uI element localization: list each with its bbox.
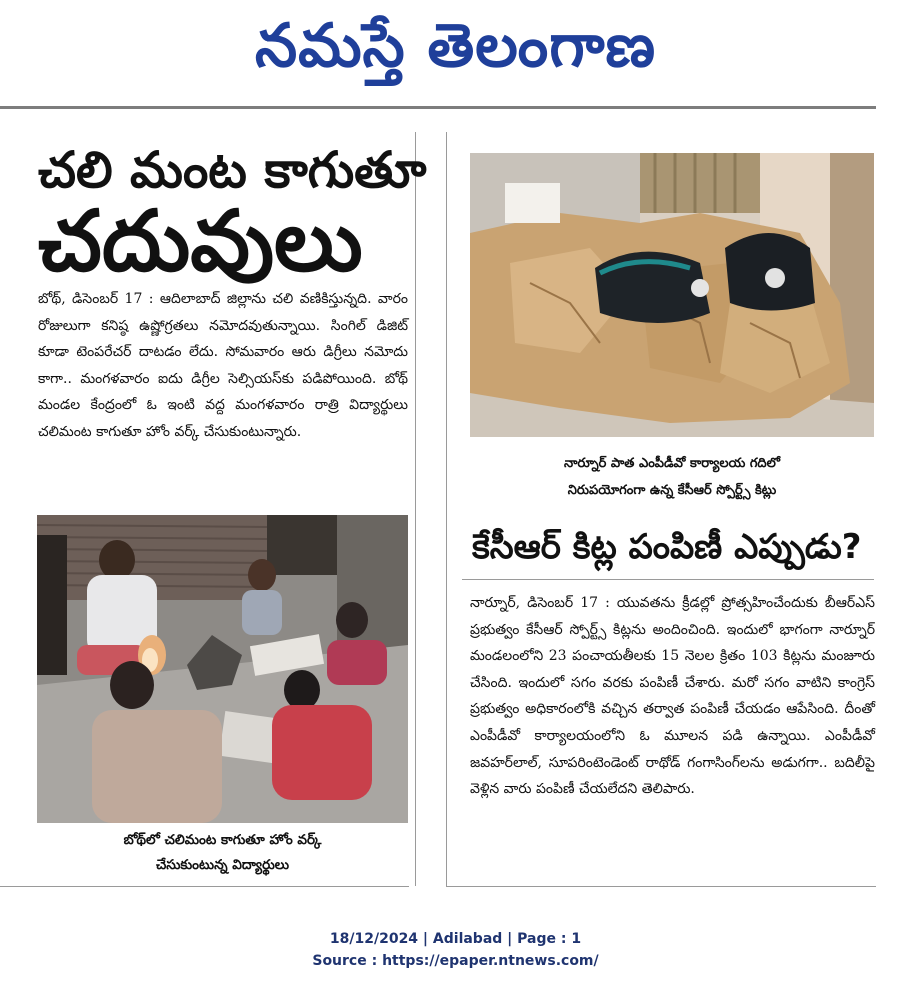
left-article-bottom-rule	[0, 886, 409, 887]
left-headline-line1: చలి మంట కాగుతూ	[38, 141, 427, 199]
students-bonfire-illustration	[37, 515, 408, 823]
left-photo-caption	[37, 828, 408, 878]
sports-kits-illustration	[470, 153, 874, 437]
left-caption-line2: చేసుకుంటున్న విద్యార్థులు	[156, 857, 289, 873]
right-article-body: నార్నూర్, డిసెంబర్ 17 : యువతను క్రీడల్లో ప్రోత్సహించేందుకు బీఆర్‌ఎస్ ప్రభుత్వం కేసీఆర్ స్పోర్ట్స్ కిట్లను అందించింది. ఇందులో భాగంగా నార్నూర్ మండలంలోని 23 పంచాయతీలకు 15 నెలల క్రితం 103 కిట్లను మంజూరు చేసింది. ఇందులో సగం వరకు పంపిణీ చేశారు. మరో సగం వాటిని కాంగ్రెస్ ప్రభుత్వం అధికారంలోకి వచ్చిన తర్వాత పంపిణీ చేయడం ఆపేసింది. దీంతో ఎంపీడీవో కార్యాలయంలోని ఓ మూలన పడి ఉన్నాయి. ఎంపీడీవో జవహర్‌లాల్, సూపరింటెండెంట్ రాథోడ్ గంగాసింగ్‌లను అడుగగా.. బదిలీపై వెళ్లిన వారు పంపిణీ చేయలేదని తెలిపారు.	[470, 595, 875, 798]
right-headline-rule	[462, 579, 874, 580]
right-caption-line1: నార్నూర్ పాత ఎంపీడీవో కార్యాలయ గదిలో	[564, 456, 780, 471]
source-link[interactable]: Source : https://epaper.ntnews.com/	[312, 953, 599, 969]
masthead-divider	[0, 106, 876, 109]
masthead	[0, 0, 911, 100]
edition-info: 18/12/2024 | Adilabad | Page : 1	[329, 931, 582, 947]
left-caption-line1: బోథ్‌లో చలిమంట కాగుతూ హోం వర్క్	[123, 832, 322, 848]
newspaper-title: నమస్తే తెలంగాణ	[254, 11, 657, 81]
right-photo-caption	[470, 450, 874, 504]
right-caption-line2: నిరుపయోగంగా ఉన్న కేసీఆర్ స్పోర్ట్స్ కిట్లు	[567, 483, 777, 498]
column-divider	[415, 132, 416, 886]
left-article-body: బోథ్, డిసెంబర్ 17 : ఆదిలాబాద్ జిల్లాను చలి వణికిస్తున్నది. వారం రోజులుగా కనిష్ఠ ఉష్ణోగ్రతలు నమోదవుతున్నాయి. సింగిల్ డిజిట్ కూడా టెంపరేచర్ దాటడం లేదు. సోమవారం ఆరు డిగ్రీలు నమోదు కాగా.. మంగళవారం ఐదు డిగ్రీల సెల్సియస్‌కు పడిపోయింది. బోథ్ మండల కేంద్రంలో ఓ ఇంటి వద్ద మంగళవారం రాత్రి విద్యార్థులు చలిమంట కాగుతూ హోం వర్క్ చేసుకుంటున్నారు.	[38, 291, 408, 440]
page-footer	[0, 928, 911, 972]
left-headline-line2: చదువులు	[38, 192, 363, 290]
students-bonfire-photo	[37, 515, 408, 823]
right-headline: కేసీఆర్ కిట్ల పంపిణీ ఎప్పుడు?	[472, 527, 862, 567]
column-divider-right	[446, 132, 447, 886]
right-article-bottom-rule	[446, 886, 876, 887]
sports-kits-photo	[470, 153, 874, 437]
